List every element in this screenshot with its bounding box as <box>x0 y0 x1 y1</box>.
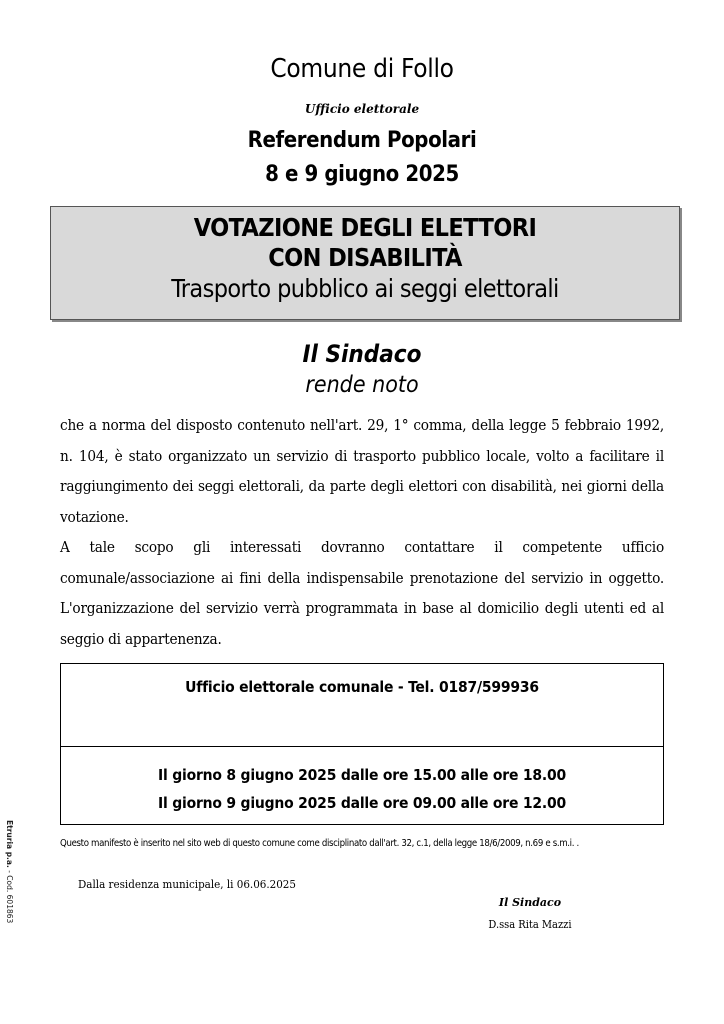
publication-note: Questo manifesto è inserito nel sito web di questo comune come disciplinato dall'art. 32, c.1, della legge 18/6/2009, n.69 e s.m.i. . <box>60 838 579 849</box>
contact-box <box>60 663 664 825</box>
banner-line-1: VOTAZIONE DEGLI ELETTORI <box>193 213 537 242</box>
referendum-title: Referendum Popolari <box>247 128 477 153</box>
contact-office: Ufficio elettorale comunale - Tel. 0187/599936 <box>185 678 539 696</box>
banner-line-2: CON DISABILITÀ <box>268 243 462 272</box>
signature-role: Il Sindaco <box>498 896 562 909</box>
printer-brand: Etruria p.a. <box>5 820 14 868</box>
paragraph-2: A tale scopo gli interessati dovranno contattare il competente ufficio comunale/associazione ai fini della indispensabile prenotazione del servizio in oggetto. L'organizzazione del servizio verrà programmata in base al domicilio degli utenti ed al seggio di appartenenza. <box>60 538 664 648</box>
place-date: Dalla residenza municipale, li 06.06.2025 <box>78 877 296 891</box>
banner-line-3: Trasporto pubblico ai seggi elettorali <box>171 274 559 303</box>
signature-name: D.ssa Rita Mazzi <box>488 918 572 931</box>
referendum-dates: 8 e 9 giugno 2025 <box>265 162 459 187</box>
printer-side-mark <box>0 820 14 924</box>
paragraph-1: che a norma del disposto contenuto nell'art. 29, 1° comma, della legge 5 febbraio 1992, n. 104, è stato organizzato un servizio di trasporto pubblico locale, volto a facilitare il raggiungimento dei seggi elettorali, da parte degli elettori con disabilità, nei giorni della votazione. <box>60 416 664 526</box>
contact-box-top <box>61 664 663 747</box>
title-banner <box>50 206 680 320</box>
schedule-line-2: Il giorno 9 giugno 2025 dalle ore 09.00 alle ore 12.00 <box>158 794 566 812</box>
mayor-heading: Il Sindaco <box>302 340 422 368</box>
printer-code: - Cod. 601863 <box>5 870 14 924</box>
municipality-title: Comune di Follo <box>270 54 454 84</box>
schedule-line-1: Il giorno 8 giugno 2025 dalle ore 15.00 alle ore 18.00 <box>158 766 566 784</box>
announces-heading: rende noto <box>305 372 419 398</box>
schedule <box>61 747 663 817</box>
body-text <box>60 410 664 654</box>
office-name: Ufficio elettorale <box>304 102 420 116</box>
